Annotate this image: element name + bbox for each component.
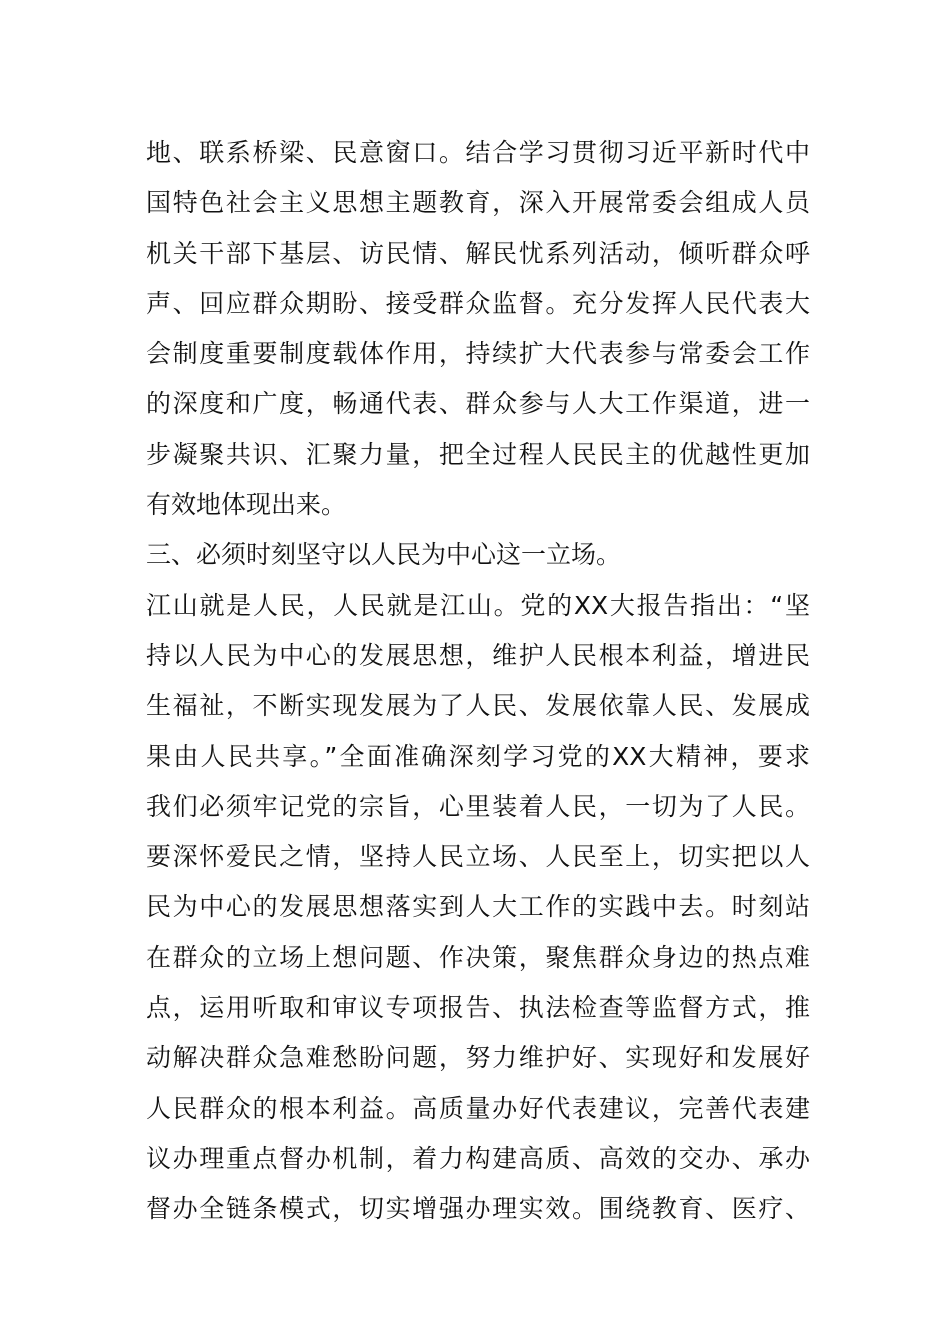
body-text (146, 128, 810, 1235)
text-line: 生福祉，不断实现发展为了人民、发展依靠人民、发展成 (146, 691, 810, 721)
text-line: 督办全链条模式，切实增强办理实效。围绕教育、医疗、 (146, 1194, 810, 1224)
text-line: 要深怀爱民之情，坚持人民立场、人民至上，切实把以人 (146, 842, 810, 872)
text-line: 果由人民共享。”全面准确深刻学习党的XX大精神，要求 (146, 741, 810, 771)
text-line: 机关干部下基层、访民情、解民忧系列活动，倾听群众呼 (146, 238, 810, 268)
text-line: 江山就是人民，人民就是江山。党的XX大报告指出：“坚 (146, 590, 810, 620)
section-heading: 三、必须时刻坚守以人民为中心这一立场。 (146, 540, 622, 570)
text-line: 会制度重要制度载体作用，持续扩大代表参与常委会工作 (146, 339, 810, 369)
text-line: 人民群众的根本利益。高质量办好代表建议，完善代表建 (146, 1093, 810, 1123)
text-line: 在群众的立场上想问题、作决策，聚焦群众身边的热点难 (146, 942, 810, 972)
text-line: 声、回应群众期盼、接受群众监督。充分发挥人民代表大 (146, 288, 810, 318)
text-line: 点，运用听取和审议专项报告、执法检查等监督方式，推 (146, 993, 810, 1023)
text-line: 的深度和广度，畅通代表、群众参与人大工作渠道，进一 (146, 389, 810, 419)
text-line: 国特色社会主义思想主题教育，深入开展常委会组成人员 (146, 188, 810, 218)
text-line: 地、联系桥梁、民意窗口。结合学习贯彻习近平新时代中 (146, 138, 810, 167)
text-line: 我们必须牢记党的宗旨，心里装着人民，一切为了人民。 (146, 791, 810, 821)
text-line: 民为中心的发展思想落实到人大工作的实践中去。时刻站 (146, 892, 810, 922)
paragraph-end-line: 有效地体现出来。 (146, 490, 347, 520)
text-line: 持以人民为中心的发展思想，维护人民根本利益，增进民 (146, 640, 810, 670)
text-line: 动解决群众急难愁盼问题，努力维护好、实现好和发展好 (146, 1043, 810, 1073)
text-line: 议办理重点督办机制，着力构建高质、高效的交办、承办 (146, 1143, 810, 1173)
text-line: 步凝聚共识、汇聚力量，把全过程人民民主的优越性更加 (146, 439, 810, 469)
